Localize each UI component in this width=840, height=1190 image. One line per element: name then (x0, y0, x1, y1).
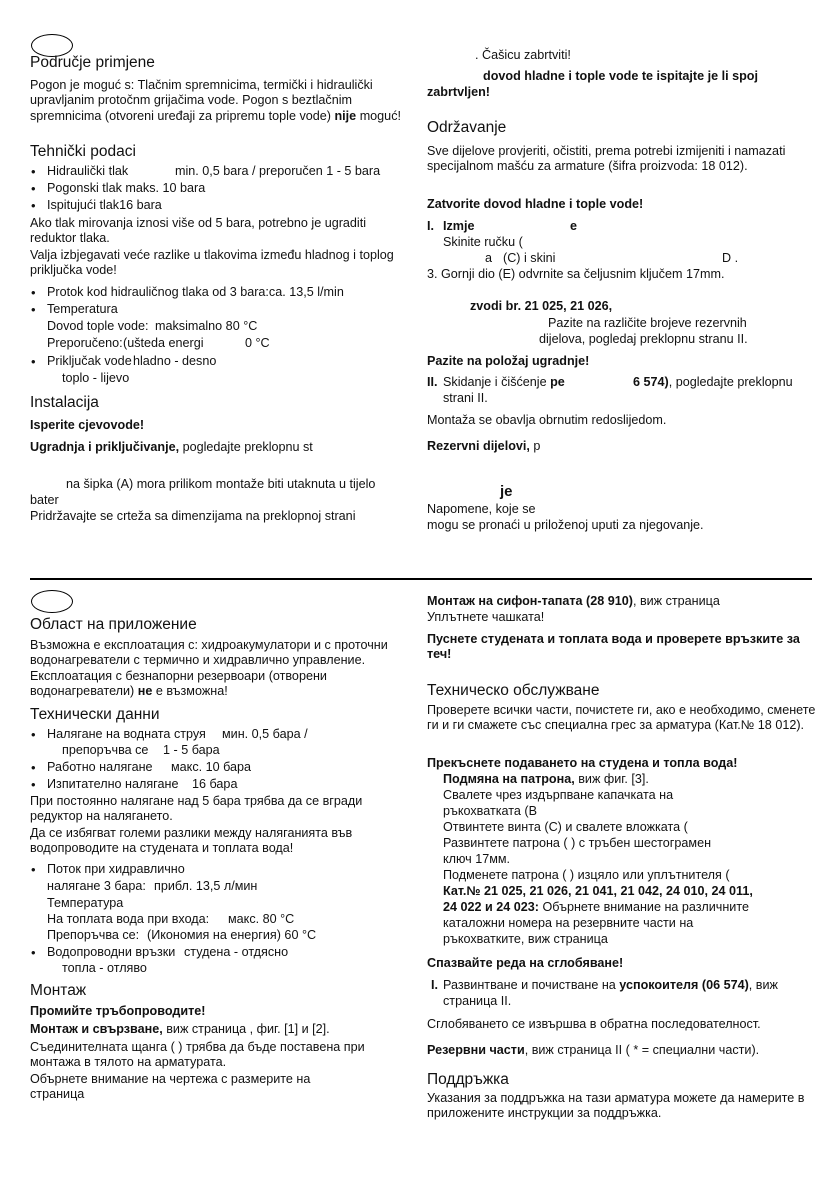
bullet-icon: • (31, 285, 36, 300)
section-title-technical-data: Tehnički podaci (30, 143, 136, 160)
cartridge-step-2-bg: Свалете чрез издърпване капачката на (443, 788, 674, 802)
step-removal: Skidanje i čišćenje pe (443, 375, 565, 389)
section-title-maintenance-bg: Техническо обслужване (427, 682, 600, 699)
flow-regulator-step-bg: Развинтване и почистване на успокоителя (06 574), виж (443, 978, 778, 992)
installation-rod-note-cont: bater (30, 493, 59, 507)
tech-item: Pogonski tlak maks. 10 bara (47, 181, 206, 195)
temperature-recommended-label: Preporučeno: (47, 336, 123, 350)
bullet-icon: • (31, 727, 36, 742)
temperature-hot-label: Dovod tople vode: (47, 319, 149, 333)
step-number: II. (427, 375, 438, 389)
temperature-hot-value-bg: макс. 80 °C (228, 912, 295, 926)
spare-parts-note-cont: dijelova, pogledaj preklopnu stranu II. (539, 332, 748, 346)
cartridge-step-bg: Подмяна на патрона, виж фиг. [3]. (443, 772, 649, 786)
section-title-technical-data-bg: Технически данни (30, 706, 160, 723)
application-paragraph: Pogon je moguć s: Tlačnim spremnicima, termički i hidraulički upravljanim protočnm grijačima vode. Pogon s beztlačnim spremnicima (otvoreni uređaji za pripremu tople vode) nije moguć! (30, 78, 401, 123)
temperature-hot-value: maksimalno 80 °C (155, 319, 258, 333)
tech-paragraph-1: Ako tlak mirovanja iznosi više od 5 bara, potrebno je ugraditi reduktor tlaka. (30, 216, 367, 246)
close-supply-warning: Zatvorite dovod hladne i tople vode! (427, 197, 644, 211)
care-note: Napomene, koje se (427, 502, 536, 516)
temperature-rec-value-bg: (Икономия на енергия) 60 °C (147, 928, 317, 942)
section-title-application-bg: Област на приложение (30, 616, 197, 633)
open-supply-note: dovod hladne i tople vode te ispitajte je li spoj (483, 69, 759, 83)
step-number: I. (427, 219, 434, 233)
temperature-label-bg: Температура (47, 896, 124, 910)
step-fragment: D . (722, 251, 739, 265)
spare-parts-note: Pazite na različite brojeve rezervnih (548, 316, 747, 330)
step-title-part: Izmje (443, 219, 475, 233)
spare-parts-bg: Резервни части, виж страница II ( * = специални части). (427, 1043, 760, 1057)
cartridge-step-4-bg: Отвинтете винта (C) и свалете вложката ( (443, 820, 688, 834)
connection-cold-bg: студена - отдясно (184, 945, 289, 959)
section-title-maintenance: Održavanje (427, 119, 507, 136)
tech-item-value: мин. 0,5 бара / (222, 727, 308, 741)
reverse-assembly-note: Montaža se obavlja obrnutim redoslijedom. (427, 413, 667, 427)
bullet-icon: • (31, 945, 36, 960)
model-numbers-bg: Кат.№ 21 025, 21 026, 21 041, 21 042, 24 010, 24 011, (443, 884, 753, 898)
close-supply-warning-bg: Прекъснете подаването на студена и топла вода! (427, 756, 738, 770)
model-numbers: zvodi br. 21 025, 21 026, (470, 299, 613, 313)
application-paragraph-bg: Възможна е експлоатация с: хидроакумулатори и с проточни водонагреватели с термично и хидравлично управление. Експлоатация с безнапорни резервоари (отворени водонагреватели) не е възможна! (30, 638, 388, 699)
installation-rod-note-bg: Съединителната щанга ( ) трябва да бъде поставена при монтажа в тялото на арматурата. (30, 1040, 365, 1070)
temperature-hot-label-bg: На топлата вода при входа: (47, 912, 210, 926)
tech-item-label: препоръчва се (62, 743, 149, 757)
maintenance-paragraph-bg: Проверете всички части, почистете ги, ако е необходимо, сменете ги и ги смажете със специална грес за арматура (Кат.№ 18 012). (427, 703, 816, 733)
bullet-icon: • (31, 164, 36, 179)
installation-flush: Isperite cjevovode! (30, 418, 145, 432)
temperature-recommended-value: 0 °C (245, 336, 270, 350)
open-supply-note-cont: zabrtvljen! (427, 85, 490, 99)
tech-item-value: 16 бара (192, 777, 238, 791)
care-paragraph-bg: Указания за поддръжка на тази арматура можете да намерите в приложените инструкции за поддръжка. (427, 1091, 805, 1121)
installation-drawing-note: Pridržavajte se crteža sa dimenzijama na preklopnoj strani (30, 509, 356, 523)
flow-value-bg: прибл. 13,5 л/мин (154, 879, 258, 893)
tech-item-value: min. 0,5 bara / preporučen 1 - 5 bara (175, 164, 381, 178)
step-number-bg: I. (431, 978, 438, 992)
cup-seal-note-bg: Уплътнете чашката! (427, 610, 545, 624)
cup-seal-note: . Čašicu zabrtviti! (475, 48, 571, 62)
step-fragment: a (485, 251, 493, 265)
flow-label-bg-cont: налягане 3 бара: (47, 879, 146, 893)
spare-parts: Rezervni dijelovi, p (427, 439, 541, 453)
connection-label: Priključak vode (47, 354, 132, 368)
step-title-part: e (570, 219, 578, 233)
tech-paragraph-2-bg: Да се избягват големи разлики между наляганията във водопроводите на студената и топлата вода! (30, 826, 353, 856)
installation-mounting-bg: Монтаж и свързване, виж страница , фиг. [1] и [2]. (30, 1022, 330, 1036)
tech-item-label: Налягане на водната струя (47, 727, 206, 741)
step-3: 3. Gornji dio (E) odvrnite sa čeljusnim ključem 17mm. (427, 267, 725, 281)
step-remove-handle: Skinite ručku ( (443, 235, 523, 249)
tech-item-label: Изпитателно налягане (47, 777, 179, 791)
bullet-icon: • (31, 760, 36, 775)
open-supply-note-bg: Пуснете студената и топлата вода и проверете връзките за теч! (427, 632, 800, 662)
tech-item-value: макс. 10 бара (171, 760, 252, 774)
section-divider (30, 578, 812, 580)
section-title-installation-bg: Монтаж (30, 982, 87, 999)
installation-rod-note: na šipka (A) mora prilikom montaže biti utaknuta u tijelo (66, 477, 376, 491)
step-removal-page: strani II. (443, 391, 488, 405)
tech-paragraph-2: Valja izbjegavati veće razlike u tlakovima između hladnog i toplog priključka vode! (30, 248, 394, 278)
bullet-icon: • (31, 777, 36, 792)
bullet-icon: • (31, 302, 36, 317)
language-code-oval (31, 590, 73, 613)
tech-paragraph-1-bg: При постоянно налягане над 5 бара трябва да се вгради редуктор на налягането. (30, 794, 363, 824)
section-title-care-bg: Поддръжка (427, 1071, 509, 1088)
connection-hot-bg: топла - отляво (62, 961, 147, 975)
section-title-application: Područje primjene (30, 54, 155, 71)
temperature-rec-label-bg: Препоръчва се: (47, 928, 140, 942)
installation-drawing-note-bg: Обърнете внимание на чертежа с размерите на страница (30, 1072, 311, 1102)
catalog-note-cont-bg: ръкохватките, виж страница (443, 932, 608, 946)
bullet-icon: • (31, 862, 36, 877)
temperature-label: Temperatura (47, 302, 118, 316)
flow-item: Protok kod hidrauličnog tlaka od 3 bara:ca. 13,5 l/min (47, 285, 344, 299)
cartridge-step-6-bg: ключ 17мм. (443, 852, 511, 866)
catalog-note-bg: каталожни номера на резервните части на (443, 916, 694, 930)
flow-regulator-page-bg: страница II. (443, 994, 512, 1008)
siphon-mounting-bg: Монтаж на сифон-тапата (28 910), виж страница (427, 594, 720, 608)
connection-label-bg: Водопроводни връзки (47, 945, 176, 959)
connection-hot: toplo - lijevo (62, 371, 130, 385)
tech-item-label: Работно налягане (47, 760, 153, 774)
tech-item-value: 1 - 5 бара (163, 743, 220, 757)
assembly-order-warning-bg: Спазвайте реда на сглобяване! (427, 956, 624, 970)
installation-mounting: Ugradnja i priključivanje, pogledajte preklopnu st (30, 440, 313, 454)
maintenance-paragraph: Sve dijelove provjeriti, očistiti, prema potrebi izmijeniti i namazati specijalnom mašću za armature (šifra proizvoda: 18 012). (427, 144, 786, 174)
cartridge-step-7-bg: Подменете патрона ( ) изцяло или уплътнителя ( (443, 868, 730, 882)
step-removal-cont: 6 574), pogledajte preklopnu (633, 375, 793, 389)
care-note-cont: mogu se pronaći u priloženoj uputi za njegovanje. (427, 518, 704, 532)
bullet-icon: • (31, 198, 36, 213)
flow-label-bg: Поток при хидравлично (47, 862, 185, 876)
installation-flush-bg: Промийте тръбопроводите! (30, 1004, 206, 1018)
section-title-installation: Instalacija (30, 394, 99, 411)
tech-item: Ispitujući tlak16 bara (47, 198, 162, 212)
cartridge-step-5-bg: Развинтете патрона ( ) с тръбен шестограмен (443, 836, 712, 850)
installation-position-note: Pazite na položaj ugradnje! (427, 354, 590, 368)
connection-cold: hladno - desno (133, 354, 217, 368)
reverse-assembly-note-bg: Сглобяването се извършва в обратна последователност. (427, 1017, 761, 1031)
step-fragment: (C) i skini (503, 251, 556, 265)
bullet-icon: • (31, 354, 36, 369)
model-numbers-note-bg: 24 022 и 24 023: Обърнете внимание на различните (443, 900, 749, 914)
temperature-recommended-note: (ušteda energi (123, 336, 204, 350)
bullet-icon: • (31, 181, 36, 196)
tech-item-label: Hidraulički tlak (47, 164, 129, 178)
cartridge-step-3-bg: ръкохватката (B (443, 804, 537, 818)
care-title-fragment: je (500, 483, 513, 500)
